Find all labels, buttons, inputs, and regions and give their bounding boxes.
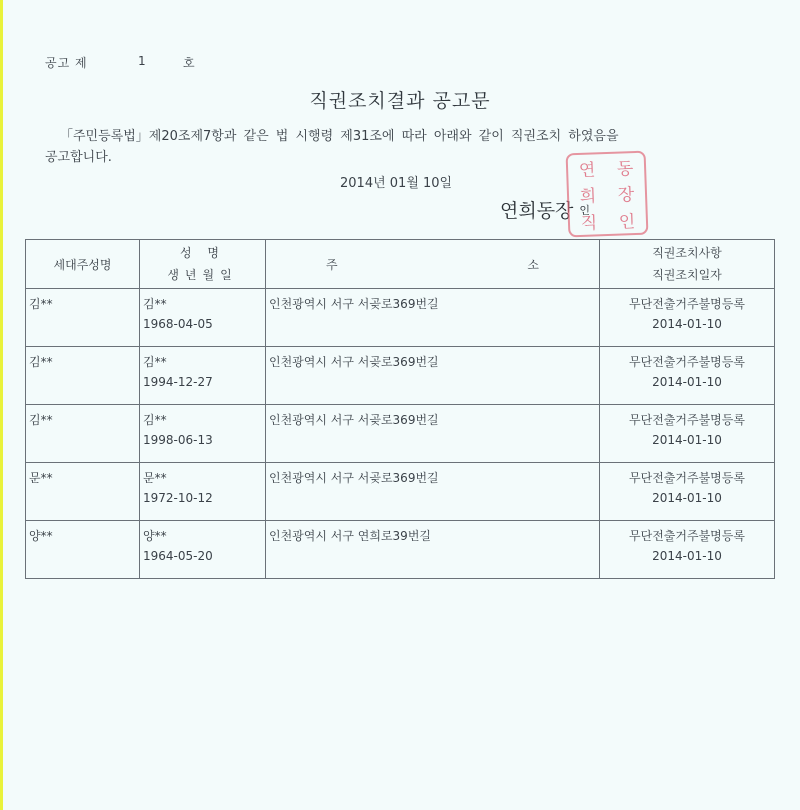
seal-char: 연 bbox=[578, 160, 596, 181]
page-edge bbox=[0, 0, 3, 810]
body-text-line1: 「주민등록법」제20조제7항과 같은 법 시행령 제31조에 따라 아래와 같이 직권조치 하였음을 bbox=[60, 129, 619, 144]
header-householder: 세대주성명 bbox=[26, 240, 140, 289]
header-action: 직권조치사항 bbox=[652, 246, 722, 260]
signature-name: 연희동장 bbox=[500, 200, 574, 222]
table-header-row bbox=[26, 240, 775, 289]
person-name: 김** bbox=[143, 355, 167, 369]
header-address-left: 주 bbox=[326, 257, 338, 272]
action-date: 2014-01-10 bbox=[652, 491, 722, 505]
table-row bbox=[26, 463, 775, 521]
notice-number-prefix: 공고 제 bbox=[45, 56, 88, 70]
birth-date: 1994-12-27 bbox=[143, 375, 213, 389]
seal-mark: 인 bbox=[579, 204, 591, 217]
address: 인천광역시 서구 서곶로369번길 bbox=[269, 413, 439, 427]
householder-name: 김** bbox=[29, 355, 53, 369]
table-row bbox=[26, 521, 775, 579]
action: 무단전출거주불명등록 bbox=[629, 529, 745, 543]
householder-name: 문** bbox=[29, 471, 53, 485]
address: 인천광역시 서구 서곶로369번길 bbox=[269, 471, 439, 485]
seal-char: 직 bbox=[580, 213, 598, 235]
action-date: 2014-01-10 bbox=[652, 433, 722, 447]
notice-number-suffix: 호 bbox=[183, 56, 196, 70]
person-name: 문** bbox=[143, 471, 167, 485]
notice-number-value: 1 bbox=[138, 54, 147, 68]
person-name: 양** bbox=[143, 529, 167, 543]
person-name: 김** bbox=[143, 297, 167, 311]
header-name-birth bbox=[140, 240, 266, 289]
birth-date: 1972-10-12 bbox=[143, 491, 213, 505]
body-text-line2: 공고합니다. bbox=[45, 150, 112, 165]
document-title: 직권조치결과 공고문 bbox=[309, 90, 491, 112]
seal-char: 희 bbox=[579, 186, 597, 208]
address: 인천광역시 서구 서곶로369번길 bbox=[269, 355, 439, 369]
header-address-right: 소 bbox=[527, 257, 539, 272]
action-date: 2014-01-10 bbox=[652, 375, 722, 389]
person-name: 김** bbox=[143, 413, 167, 427]
birth-date: 1968-04-05 bbox=[143, 317, 213, 331]
seal-char: 동 bbox=[616, 158, 634, 180]
householder-name: 김** bbox=[29, 297, 53, 311]
householder-name: 양** bbox=[29, 529, 53, 543]
table-row bbox=[26, 347, 775, 405]
header-date: 직권조치일자 bbox=[652, 268, 722, 282]
table-row bbox=[26, 289, 775, 347]
action: 무단전출거주불명등록 bbox=[629, 413, 745, 427]
action-date: 2014-01-10 bbox=[652, 549, 722, 563]
seal-char: 인 bbox=[618, 212, 636, 233]
action: 무단전출거주불명등록 bbox=[629, 471, 745, 485]
seal-char: 장 bbox=[617, 185, 635, 207]
official-seal bbox=[566, 151, 649, 238]
notice-number bbox=[45, 54, 196, 71]
action-date: 2014-01-10 bbox=[652, 317, 722, 331]
address: 인천광역시 서구 연희로39번길 bbox=[269, 529, 432, 543]
header-name: 성 명 bbox=[180, 246, 225, 260]
header-action-date bbox=[600, 240, 775, 289]
table-row bbox=[26, 405, 775, 463]
action: 무단전출거주불명등록 bbox=[629, 355, 745, 369]
header-address bbox=[266, 240, 600, 289]
birth-date: 1998-06-13 bbox=[143, 433, 213, 447]
document-date: 2014년 01월 10일 bbox=[340, 176, 453, 191]
householder-name: 김** bbox=[29, 413, 53, 427]
action: 무단전출거주불명등록 bbox=[629, 297, 745, 311]
address: 인천광역시 서구 서곶로369번길 bbox=[269, 297, 439, 311]
birth-date: 1964-05-20 bbox=[143, 549, 213, 563]
header-birth: 생년월일 bbox=[167, 268, 238, 282]
notice-table bbox=[25, 239, 775, 579]
